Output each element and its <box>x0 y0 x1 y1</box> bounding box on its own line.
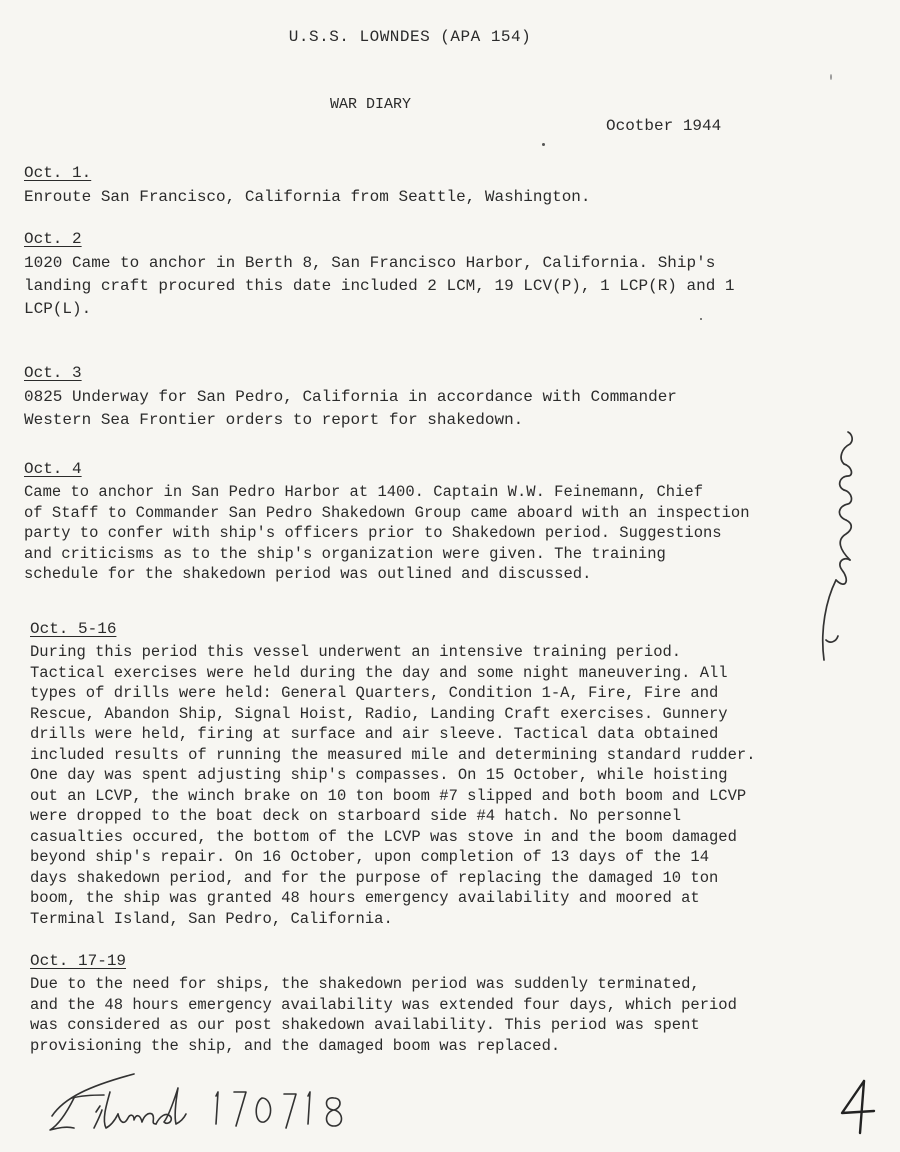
margin-handwritten-note <box>806 430 866 670</box>
diary-entry-oct-3 <box>24 364 814 432</box>
entry-text: Came to anchor in San Pedro Harbor at 1400. Captain W.W. Feinemann, Chief of Staff to Commander San Pedro Shakedown Group came aboard with an inspection party to confer with ship's officers prior to Shakedown period. Suggestions and criticisms as to the ship's organization were given. The training schedule for the shakedown period was outlined and discussed. <box>24 483 750 583</box>
entry-text: During this period this vessel underwent an intensive training period. Tactical exercises were held during the day and some night maneuvering. All types of drills were held: General Quarters, Condition 1-A, Fire, Fire and Rescue, Abandon Ship, Signal Hoist, Radio, Landing Craft exercises. Gunnery drills were held, firing at surface and air sleeve. Tactical data obtained included results of running the measured mile and determining standard rudder. One day was spent adjusting ship's compasses. On 15 October, while hoisting out an LCVP, the winch brake on 10 ton boom #7 slipped and both boom and LCVP were dropped to the boat deck on starboard side #4 hatch. No personnel casualties occured, the bottom of the LCVP was stove in and the boom damaged beyond ship's repair. On 16 October, upon completion of 13 days of the 14 days shakedown period, and for the purpose of replacing the damaged 10 ton boom, the ship was granted 48 hours emergency availability and moored at Terminal Island, San Pedro, California. <box>30 643 756 928</box>
entry-text: Due to the need for ships, the shakedown period was suddenly terminated, and the 48 hours emergency availability was extended four days, which period was considered as our post shakedown availability. This period was spent provisioning the ship, and the damaged boom was replaced. <box>30 975 737 1055</box>
entry-date: Oct. 2 <box>24 230 82 248</box>
document-title: WAR DIARY <box>330 96 412 113</box>
entry-text: 1020 Came to anchor in Berth 8, San Francisco Harbor, California. Ship's landing craft procured this date included 2 LCM, 19 LCV(P), 1 LCP(R) and 1 LCP(L). <box>24 254 735 318</box>
entry-text: Enroute San Francisco, California from Seattle, Washington. <box>24 188 591 206</box>
filmed-handwriting-signature <box>44 1068 364 1138</box>
diary-entry-oct-17-19 <box>30 952 820 1056</box>
ink-speck <box>542 143 545 146</box>
diary-entry-oct-1 <box>24 164 814 209</box>
ink-speck <box>830 74 832 80</box>
entry-date: Oct. 17-19 <box>30 952 127 970</box>
entry-date: Oct. 1. <box>24 164 92 182</box>
diary-entry-oct-4 <box>24 460 814 585</box>
ship-name: U.S.S. LOWNDES (APA 154) <box>288 28 532 46</box>
entry-date: Oct. 4 <box>24 460 82 478</box>
document-date: Ocotber 1944 <box>606 117 722 135</box>
entry-date: Oct. 3 <box>24 364 82 382</box>
ink-speck <box>700 318 702 320</box>
diary-entry-oct-2 <box>24 230 814 321</box>
entry-text: 0825 Underway for San Pedro, California in accordance with Commander Western Sea Frontier orders to report for shakedown. <box>24 388 677 429</box>
diary-entry-oct-5-16 <box>30 620 820 929</box>
handwritten-page-number <box>834 1075 884 1135</box>
entry-date: Oct. 5-16 <box>30 620 117 638</box>
